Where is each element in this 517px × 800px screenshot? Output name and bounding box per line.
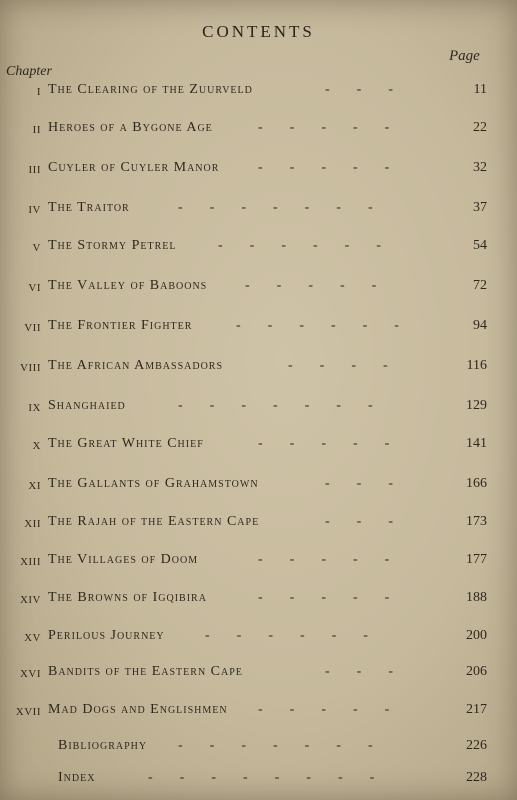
chapter-number: VII [24,322,41,334]
page-number: 22 [473,120,487,135]
toc-entry [0,358,517,380]
chapter-title: The Gallants of Grahamstown [48,476,259,491]
dot-leader: ------ [236,318,426,333]
chapter-title: The Browns of Igqibira [48,590,207,605]
page-number: 32 [473,160,487,175]
contents-heading: CONTENTS [202,22,315,41]
toc-entry [0,738,517,760]
chapter-number: XIII [20,556,41,568]
dot-leader: ------- [178,200,400,215]
chapter-title: Bibliography [58,738,148,753]
page-number: 166 [466,476,487,491]
toc-entry [0,436,517,458]
toc-entry [0,664,517,686]
page-number: 217 [466,702,487,717]
toc-entry [0,318,517,340]
chapter-title: Index [58,770,96,785]
page-number: 116 [466,358,487,373]
chapter-number: III [28,164,41,176]
page-number: 206 [466,664,487,679]
dot-leader: ----- [258,160,417,175]
chapter-title: The Clearing of the Zuurveld [48,82,253,97]
toc-entry [0,514,517,536]
page-number: 188 [466,590,487,605]
chapter-title: The Traitor [48,200,130,215]
dot-leader: ----- [258,552,417,567]
chapter-title: The Rajah of the Eastern Cape [48,514,260,529]
chapter-number: IV [28,204,41,216]
dot-leader: ----- [258,702,417,717]
chapter-title: The Villages of Doom [48,552,199,567]
toc-entry [0,590,517,612]
chapter-title: The Stormy Petrel [48,238,177,253]
chapter-number: XIV [19,594,41,606]
dot-leader: ----- [258,590,417,605]
chapter-number: VI [28,282,41,294]
toc-entry [0,398,517,420]
chapter-number: VIII [20,362,41,374]
dot-leader: --- [325,82,420,97]
toc-entry [0,628,517,650]
chapter-number: XV [24,632,41,644]
chapter-title: Perilous Journey [48,628,165,643]
dot-leader: ------- [178,738,400,753]
chapter-title: Heroes of a Bygone Age [48,120,213,135]
page-number: 228 [466,770,487,785]
dot-leader: --- [325,476,420,491]
dot-leader: ------ [205,628,395,643]
dot-leader: -------- [148,770,402,785]
page-column-label: Page [449,48,480,64]
page-number: 37 [473,200,487,215]
chapter-number: XVI [19,668,41,680]
chapter-number: XI [28,480,41,492]
dot-leader: ----- [258,436,417,451]
chapter-column-label: Chapter [6,64,52,79]
chapter-title: Shanghaied [48,398,126,413]
chapter-number: IX [28,402,41,414]
toc-entry [0,278,517,300]
dot-leader: --- [325,664,420,679]
dot-leader: ----- [245,278,404,293]
toc-entry [0,120,517,142]
toc-entry [0,238,517,260]
chapter-title: The Valley of Baboons [48,278,208,293]
page-number: 54 [473,238,487,253]
page-number: 94 [473,318,487,333]
toc-entry [0,552,517,574]
dot-leader: --- [325,514,420,529]
chapter-title: The Frontier Fighter [48,318,193,333]
dot-leader: ------ [218,238,408,253]
toc-entry [0,160,517,182]
chapter-number: I [36,86,41,98]
toc-entry [0,82,517,104]
chapter-number: XVII [15,706,41,718]
dot-leader: ------- [178,398,400,413]
chapter-number: XII [24,518,41,530]
chapter-title: Mad Dogs and Englishmen [48,702,228,717]
chapter-title: The African Ambassadors [48,358,224,373]
page-number: 141 [466,436,487,451]
toc-entry [0,200,517,222]
chapter-title: Bandits of the Eastern Cape [48,664,243,679]
page-number: 129 [466,398,487,413]
dot-leader: ---- [288,358,415,373]
chapter-number: II [32,124,41,136]
dot-leader: ----- [258,120,417,135]
page-number: 72 [473,278,487,293]
toc-entry [0,702,517,724]
page-number: 11 [473,82,487,97]
page-number: 177 [466,552,487,567]
toc-entry [0,770,517,792]
chapter-number: V [32,242,41,254]
chapter-number: X [32,440,41,452]
page-number: 226 [466,738,487,753]
page-number: 200 [466,628,487,643]
chapter-title: Cuyler of Cuyler Manor [48,160,220,175]
toc-entry [0,476,517,498]
page-number: 173 [466,514,487,529]
chapter-title: The Great White Chief [48,436,204,451]
